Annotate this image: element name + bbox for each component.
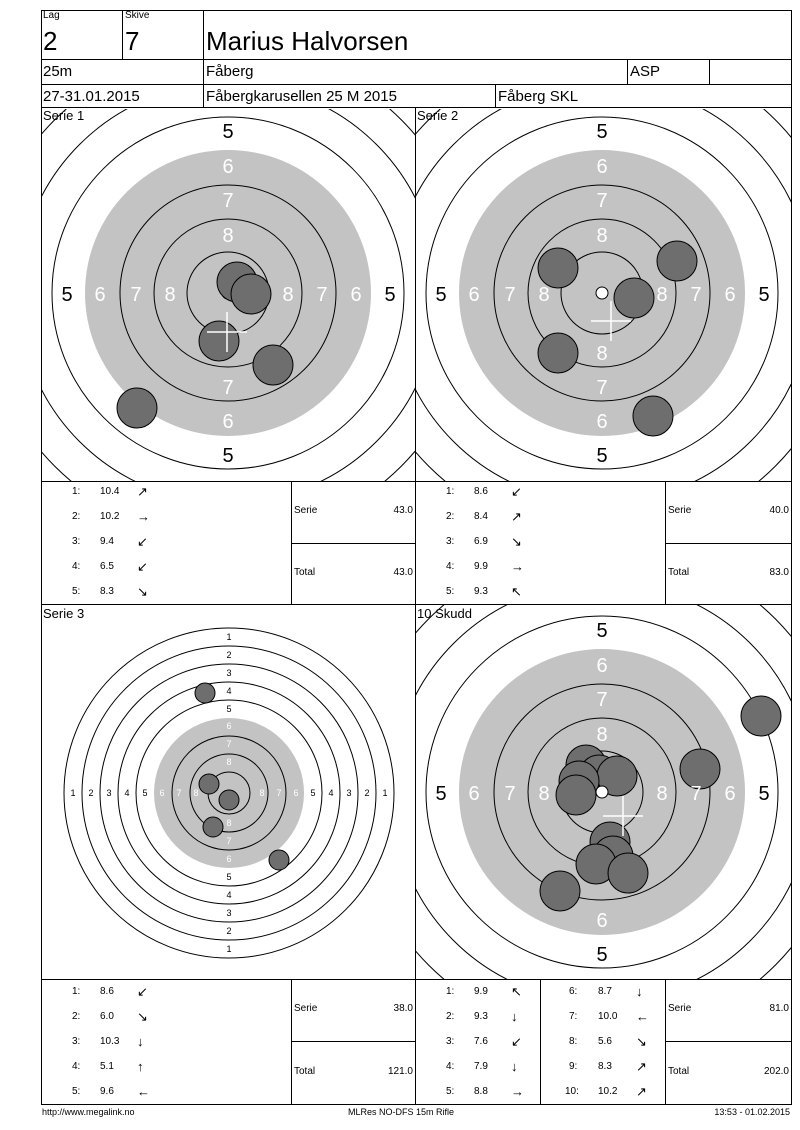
direction-arrow-icon: ← [636, 1009, 649, 1024]
ring-number: 6 [222, 156, 234, 178]
direction-arrow-icon: → [511, 559, 524, 574]
serie-label: Serie [668, 505, 692, 516]
ring-number: 7 [222, 377, 234, 399]
serie-value: 43.0 [393, 505, 413, 516]
ring-number: 7 [176, 788, 182, 798]
target-title: Serie 1 [43, 108, 85, 123]
target-10-skudd [416, 605, 791, 979]
target-title: 10 Skudd [417, 606, 472, 621]
event-name: Fåbergkarusellen 25 M 2015 [206, 88, 397, 105]
ring-number: 6 [468, 783, 480, 805]
direction-arrow-icon: ↖ [511, 984, 522, 999]
ring-number: 6 [226, 854, 232, 864]
ring-number: 5 [596, 620, 608, 642]
ring-number: 2 [226, 926, 232, 936]
ring-number: 8 [193, 788, 199, 798]
ring-number: 7 [222, 190, 234, 212]
ring-number: 5 [596, 445, 608, 467]
ring-number: 7 [596, 377, 608, 399]
ring-number: 8 [656, 284, 668, 306]
divider [495, 84, 496, 108]
class: ASP [630, 63, 661, 80]
ring-number: 6 [596, 156, 608, 178]
ring-number: 6 [468, 284, 480, 306]
total-label: Total [294, 1066, 316, 1077]
direction-arrow-icon: ↓ [636, 984, 643, 999]
ring-number: 8 [259, 788, 265, 798]
direction-arrow-icon: ↙ [137, 559, 148, 574]
direction-arrow-icon: ↗ [137, 484, 148, 499]
direction-arrow-icon: ↙ [511, 484, 522, 499]
ring-number: 7 [226, 836, 232, 846]
serie-summary [665, 482, 791, 604]
ring-number: 6 [226, 721, 232, 731]
ring-number: 7 [504, 284, 516, 306]
ring-number: 8 [596, 343, 608, 365]
ring-number: 7 [690, 783, 702, 805]
ring-number: 3 [106, 788, 112, 798]
ring-number: 6 [293, 788, 299, 798]
divider [41, 59, 792, 60]
ring-number: 4 [328, 788, 334, 798]
ring-number: 1 [226, 944, 232, 954]
target-serie-3 [42, 605, 415, 979]
direction-arrow-icon: ↙ [137, 534, 148, 549]
organizer: Fåberg SKL [498, 88, 579, 105]
ring-number: 1 [226, 632, 232, 642]
ring-number: 6 [596, 411, 608, 433]
lag-value: 2 [43, 26, 58, 56]
ring-number: 6 [350, 284, 362, 306]
direction-arrow-icon: ↓ [511, 1059, 518, 1074]
serie-value: 40.0 [769, 505, 789, 516]
ring-number: 7 [316, 284, 328, 306]
divider [709, 59, 710, 84]
ring-number: 6 [596, 910, 608, 932]
footer-url[interactable]: http://www.megalink.no [42, 1107, 135, 1117]
ring-number: 6 [159, 788, 165, 798]
ring-number: 5 [142, 788, 148, 798]
target-title: Serie 2 [417, 108, 459, 123]
direction-arrow-icon: ↑ [137, 1059, 144, 1074]
footer-timestamp: 13:53 - 01.02.2015 [714, 1107, 790, 1117]
total-label: Total [668, 1066, 690, 1077]
direction-arrow-icon: ↘ [636, 1034, 647, 1049]
ring-number: 7 [504, 783, 516, 805]
divider [41, 84, 792, 85]
divider [41, 1104, 792, 1105]
target-title: Serie 3 [43, 606, 85, 621]
ring-number: 5 [435, 284, 447, 306]
direction-arrow-icon: ← [137, 1084, 150, 1099]
ring-number: 8 [222, 225, 234, 247]
ring-number: 5 [222, 445, 234, 467]
ring-number: 3 [226, 668, 232, 678]
ring-number: 8 [656, 783, 668, 805]
ring-number: 8 [538, 284, 550, 306]
total-value: 121.0 [387, 1066, 413, 1077]
target-serie-2 [416, 109, 791, 481]
ring-number: 8 [226, 757, 232, 767]
direction-arrow-icon: ↗ [636, 1059, 647, 1074]
ring-number: 5 [310, 788, 316, 798]
ring-number: 7 [130, 284, 142, 306]
total-value: 202.0 [763, 1066, 789, 1077]
direction-arrow-icon: → [137, 509, 150, 524]
divider [627, 59, 628, 84]
serie-summary [291, 482, 415, 604]
direction-arrow-icon: ↘ [137, 1009, 148, 1024]
serie-label: Serie [668, 1003, 692, 1014]
ring-number: 4 [226, 686, 232, 696]
direction-arrow-icon: → [511, 1084, 524, 1099]
ring-number: 4 [226, 890, 232, 900]
shot-list-10-skudd-right: 6: 8.7 ↓ 7: 10.0 ← 8: 5.6 ↘ 9: 8.3 ↗ 10: 10.2 ↗ [565, 984, 649, 1099]
direction-arrow-icon: ↘ [137, 584, 148, 599]
dates: 27-31.01.2015 [43, 88, 140, 105]
ring-number: 6 [94, 284, 106, 306]
serie-value: 81.0 [769, 1003, 789, 1014]
divider [122, 10, 123, 59]
direction-arrow-icon: ↓ [137, 1034, 144, 1049]
ring-number: 1 [70, 788, 76, 798]
ring-number: 5 [435, 783, 447, 805]
serie-label: Serie [294, 505, 318, 516]
ring-number: 6 [222, 411, 234, 433]
direction-arrow-icon: ↙ [511, 1034, 522, 1049]
ring-number: 6 [724, 783, 736, 805]
ring-number: 7 [596, 689, 608, 711]
ring-number: 2 [88, 788, 94, 798]
ring-number: 6 [724, 284, 736, 306]
ring-number: 8 [538, 783, 550, 805]
divider [791, 108, 792, 1104]
direction-arrow-icon: ↗ [636, 1084, 647, 1099]
serie-value: 38.0 [393, 1003, 413, 1014]
ring-number: 8 [226, 818, 232, 828]
serie-label: Serie [294, 1003, 318, 1014]
total-value: 83.0 [769, 567, 789, 578]
ring-number: 5 [222, 121, 234, 143]
serie-summary [291, 980, 415, 1104]
direction-arrow-icon: ↗ [511, 509, 522, 524]
footer-system: MLRes NO-DFS 15m Rifle [348, 1107, 455, 1117]
ring-number: 7 [276, 788, 282, 798]
club: Fåberg [206, 63, 254, 80]
ring-number: 2 [364, 788, 370, 798]
ring-number: 8 [164, 284, 176, 306]
ring-number: 8 [282, 284, 294, 306]
skive-value: 7 [125, 26, 140, 56]
total-label: Total [668, 567, 690, 578]
shot-list-serie-2: 1: 8.6 ↙ 2: 8.4 ↗ 3: 6.9 ↘ 4: 9.9 → 5: 9.3 ↖ [446, 484, 524, 599]
direction-arrow-icon: ↘ [511, 534, 522, 549]
shot-list-serie-3: 1: 8.6 ↙ 2: 6.0 ↘ 3: 10.3 ↓ 4: 5.1 ↑ 5: 9.6 ← [72, 984, 150, 1099]
ring-number: 8 [596, 724, 608, 746]
ring-number: 5 [61, 284, 73, 306]
ring-number: 5 [758, 783, 770, 805]
ring-number: 5 [596, 121, 608, 143]
shot-list-10-skudd-left: 1: 9.9 ↖ 2: 9.3 ↓ 3: 7.6 ↙ 4: 7.9 ↓ 5: 8.8 → [446, 984, 524, 1099]
shot-list-serie-1: 1: 10.4 ↗ 2: 10.2 → 3: 9.4 ↙ 4: 6.5 ↙ 5: 8.3 ↘ [72, 484, 150, 599]
ring-number: 5 [596, 944, 608, 966]
distance: 25m [43, 63, 73, 80]
direction-arrow-icon: ↙ [137, 984, 148, 999]
ring-number: 3 [346, 788, 352, 798]
ring-number: 5 [226, 872, 232, 882]
ring-number: 1 [382, 788, 388, 798]
skive-label: Skive [125, 10, 150, 21]
ring-number: 5 [226, 704, 232, 714]
direction-arrow-icon: ↖ [511, 584, 522, 599]
ring-number: 7 [690, 284, 702, 306]
ring-number: 5 [758, 284, 770, 306]
ring-number: 4 [124, 788, 130, 798]
shooter-name: Marius Halvorsen [206, 26, 409, 56]
direction-arrow-icon: ↓ [511, 1009, 518, 1024]
ring-number: 7 [596, 190, 608, 212]
total-label: Total [294, 567, 316, 578]
target-serie-1 [42, 109, 415, 481]
ring-number: 5 [384, 284, 396, 306]
ring-number: 2 [226, 650, 232, 660]
total-value: 43.0 [393, 567, 413, 578]
ring-number: 3 [226, 908, 232, 918]
ring-number: 8 [596, 225, 608, 247]
ring-number: 7 [226, 739, 232, 749]
ring-number: 6 [596, 655, 608, 677]
lag-label: Lag [43, 10, 60, 21]
serie-summary [665, 980, 791, 1104]
